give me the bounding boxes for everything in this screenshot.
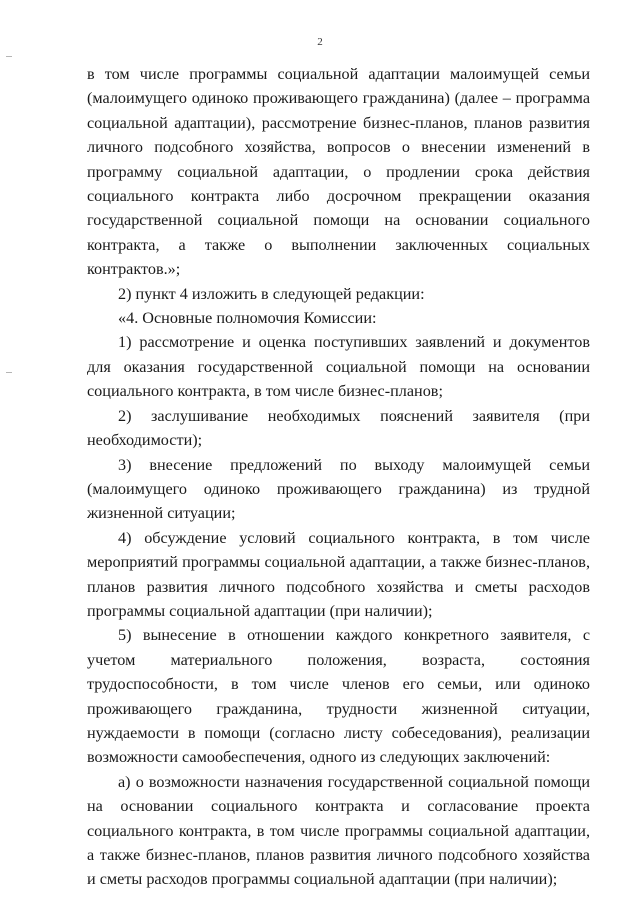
paragraph-power-1: 1) рассмотрение и оценка поступивших заявлений и документов для оказания государственной социальной помощи на основании социального контракта, в том числе бизнес-планов; xyxy=(87,333,590,401)
paragraph-section-4-heading: «4. Основные полномочия Комиссии: xyxy=(118,309,377,328)
paragraph-power-2: 2) заслушивание необходимых пояснений заявителя (при необходимости); xyxy=(87,406,590,450)
paragraph-power-4: 4) обсуждение условий социального контракта, в том числе мероприятий программы социальной адаптации, а также бизнес-планов, планов развития личного подсобного хозяйства и сметы расходов программы социальной адаптации (при наличии); xyxy=(87,528,590,620)
scan-edge-mark xyxy=(6,56,12,57)
paragraph-continuation: в том числе программы социальной адаптации малоимущей семьи (малоимущего одиноко проживающего гражданина) (далее – программа социальной адаптации), рассмотрение бизнес-планов, планов развития личного подсобного хозяйства, вопросов о внесении изменений в программу социальной адаптации, о продлении срока действия социального контракта либо досрочном прекращении оказания государственной социальной помощи на основании социального контракта, а также о выполнении заключенных социальных контрактов.»; xyxy=(87,65,590,279)
document-body xyxy=(87,62,590,892)
page-number: 2 xyxy=(317,36,323,48)
paragraph-power-3: 3) внесение предложений по выходу малоимущей семьи (малоимущего одиноко проживающего гражданина) из трудной жизненной ситуации; xyxy=(87,455,590,523)
paragraph-conclusion-a: а) о возможности назначения государственной социальной помощи на основании социального контракта и согласование проекта социального контракта, в том числе программы социальной адаптации, а также бизнес-планов, планов развития личного подсобного хозяйства и сметы расходов программы социальной адаптации (при наличии); xyxy=(87,772,590,889)
paragraph-power-5: 5) вынесение в отношении каждого конкретного заявителя, с учетом материального положения, возраста, состояния трудоспособности, в том числе членов его семьи, или одиноко проживающего гражданина, трудности жизненной ситуации, нуждаемости в помощи (согласно листу собеседования), реализации возможности самообеспечения, одного из следующих заключений: xyxy=(87,626,590,767)
scan-edge-mark xyxy=(6,372,12,373)
paragraph-item-2: 2) пункт 4 изложить в следующей редакции: xyxy=(118,284,425,303)
